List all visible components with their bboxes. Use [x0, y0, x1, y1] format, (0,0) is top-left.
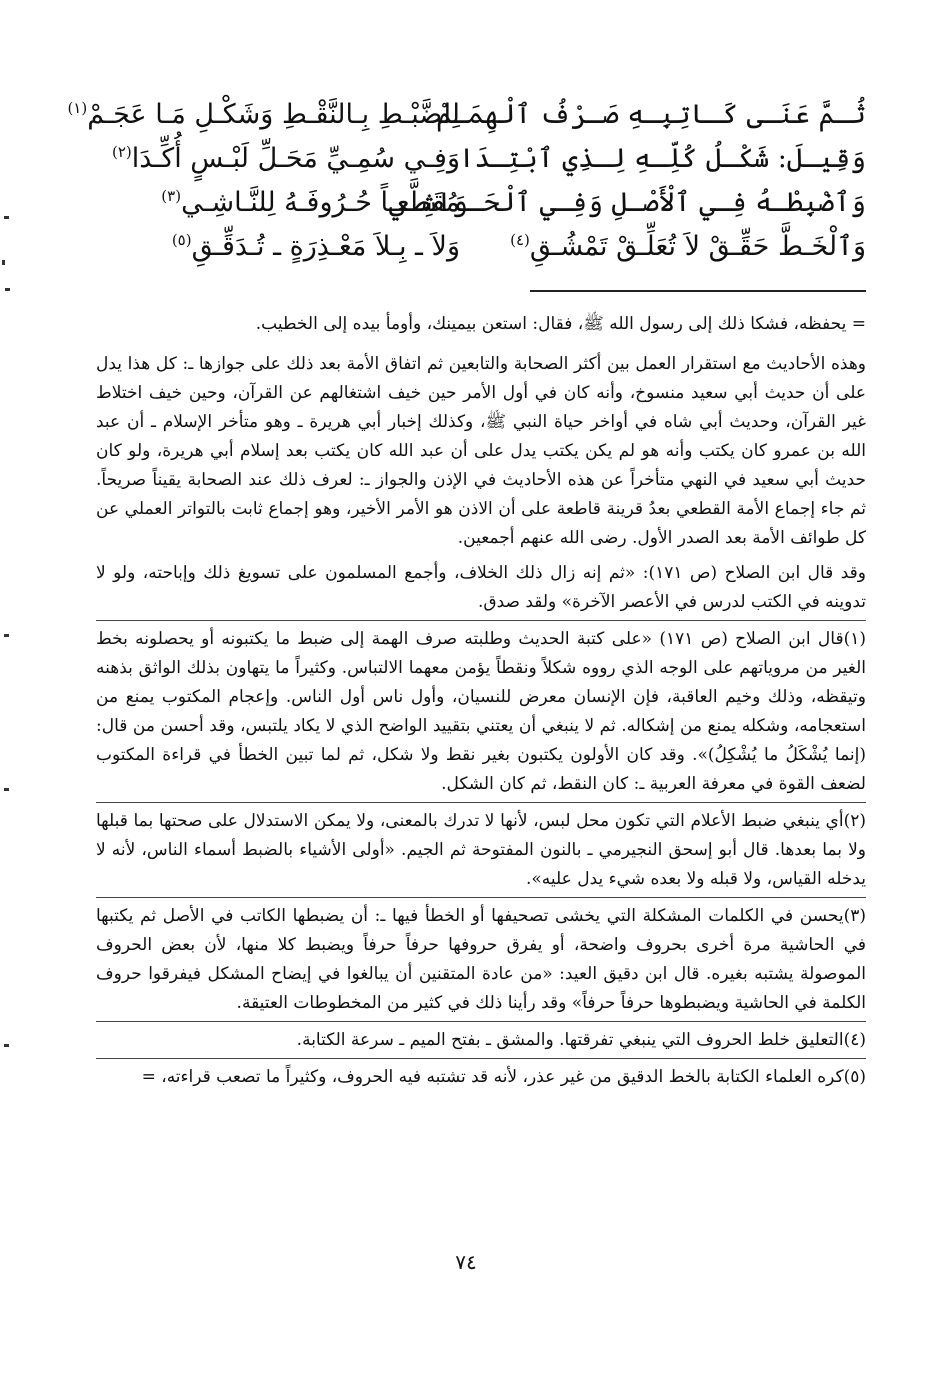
scan-mark: [4, 788, 9, 791]
scan-mark: [5, 288, 10, 291]
divider: [96, 897, 866, 898]
divider: [96, 620, 866, 621]
scan-mark: [4, 634, 9, 637]
commentary-paragraph: وهذه الأحاديث مع استقرار العمل بين أكثر الصحابة والتابعين ثم اتفاق الأمة بعد ذلك على جوازها ـ: كل هذا يدل على أن حديث أبي سعيد منسوخ، وأنه كان في أول الأمر حين خيف اشتغالهم عن القرآن، وحين خيف اختلاط غير القرآن، وحديث أبي شاه في أواخر حياة النبي ﷺ، وكذلك إخبار أبي هريرة ـ وهو متأخر الإسلام ـ أن عبد الله بن عمرو كان يكتب وأنه هو لم يكن يكتب يدل على أن عبد الله كان يكتب بعد إسلام أبي هريرة، ولو كان حديث أبي سعيد في النهي متأخراً عن هذه الأحاديث في الإذن والجواز ـ: لعرف ذلك عند الصحابة يقيناً صريحاً. ثم جاء إجماع الأمة القطعي بعدُ قرينة قاطعة على أن الاذن هو الأمر الأخير، وهو إجماع ثابت بالتواتر العملي عن كل طوائف الأمة بعد الصدر الأول. رضى الله عنهم أجمعين.: [96, 354, 866, 548]
footnote-marker: (٥): [171, 230, 192, 249]
scan-mark: [4, 1044, 9, 1047]
footnote-marker: (٣): [161, 186, 182, 205]
poem-verse: [80, 180, 866, 224]
footnote-marker: (٤): [510, 230, 530, 249]
poem-verse: [80, 224, 866, 268]
verse-second-hemistich: مُقَطَّعـاً حُـرُوفَـهُ لِلنَّـاشِـي$^{(٣)}$: [161, 186, 460, 218]
commentary-block: [96, 350, 866, 1092]
verse-second-hemistich: لِلضَّبْـطِ بِـالنَّقْـطِ وَشَكْـلِ مَـا عَجَـمْ$^{(١)}$: [67, 98, 460, 130]
divider: [96, 1058, 866, 1059]
footnote-marker: (١): [67, 98, 88, 117]
verse-first-hemistich: ثُـمَّ عَنَـى كَـاتِبِـهِ صَـرْفُ ٱلْهِمَـمْ: [436, 98, 866, 130]
footnote-5: (٥)كره العلماء الكتابة بالخط الدقيق من غير عذر، لأنه قد تشتبه فيه الحروف، وكثيراً ما تصعب قراءته، =: [141, 1067, 866, 1087]
footnote-1: (١)قال ابن الصلاح (ص ١٧١) «على كتبة الحديث وطلبته صرف الهمة إلى ضبط ما يكتبونه أو يحصلونه بخط الغير من مروياتهم على الوجه الذي رووه شكلاً ونقطاً يؤمن معهما الالتباس. وكثيراً ما يتهاون بذلك الواثق بذهنه وتيقظه، وذلك وخيم العاقبة، فإن الإنسان معرض للنسيان، وأول ناس أول الناس. وإعجام المكتوب يمنع من استعجامه، وشكله يمنع من إشكاله. ثم لا ينبغي أن يعتني بتقييد الواضح الذي لا يكاد يلتبس، وقد أحسن من قال: (إنما يُشْكَلُ ما يُشْكِلُ)». وقد كان الأولون يكتبون بغير نقط ولا شكل، ثم لما تبين الخطأ في قراءة المكتوب لضعف القوة في معرفة العربية ـ: كان النقط، ثم كان الشكل.: [96, 629, 867, 794]
footnote-3: (٣)يحسن في الكلمات المشكلة التي يخشى تصحيفها أو الخطأ فيها ـ: أن يضبطها الكاتب في الأصل ثم يكتبها في الحاشية مرة أخرى بحروف واضحة، أو يفرق حروفها حرفاً حرفاً ويضبط كلا منها، لأن بعض الحروف الموصولة يشتبه بغيره. قال ابن دقيق العيد: «من عادة المتقنين أن يبالغوا في إيضاح المشكل فيفرقوا حروف الكلمة في الحاشية ويضبطوها حرفاً حرفاً» وقد رأينا ذلك في كثير من المخطوطات العتيقة.: [96, 906, 866, 1013]
verse-first-hemistich: وَٱلْخَـطَّ حَقِّـقْ لاَ تُعَلِّـقْ تَمْشُـقِ$^{(٤)}$: [510, 230, 866, 262]
scan-mark: [4, 216, 9, 219]
verse-first-hemistich: وَٱضْبِطْـهُ فِـي ٱلْأَصْـلِ وَفِـي ٱلْحَـوَاشِـي: [388, 186, 866, 218]
footnote-2: (٢)أي ينبغي ضبط الأعلام التي تكون محل لبس، لأنها لا تدرك بالمعنى، ولا يمكن الاستدلال على صحتها بما قبلها ولا بما بعدها. قال أبو إسحق النجيرمي ـ بالنون المفتوحة ثم الجيم. «أولى الأشياء بالضبط أسماء الناس، لأنه لا يدخله القياس، ولا قبله ولا بعده شيء يدل عليه».: [96, 811, 866, 889]
verse-second-hemistich: وَفِـي سُمِـيِّ مَحَـلِّ لَبْـسٍ أُكِّـدَا$^{(٢)}$: [111, 142, 460, 174]
footnote-separator: [530, 290, 866, 292]
page-number: ٧٤: [455, 1250, 477, 1274]
divider: [96, 1021, 866, 1022]
verse-second-hemistich: وَلاَ ـ بِـلاَ مَعْـذِرَةٍ ـ تُـدَقِّـقِ$^{(٥)}$: [171, 230, 460, 262]
poem-block: [67, 92, 866, 268]
continued-footnote: = يحفظه، فشكا ذلك إلى رسول الله ﷺ، فقال: استعن بيمينك، وأومأ بيده إلى الخطيب.: [255, 314, 866, 334]
divider: [96, 802, 866, 803]
scan-mark: [2, 260, 5, 265]
footnote-4: (٤)التعليق خلط الحروف التي ينبغي تفرقتها. والمشق ـ بفتح الميم ـ سرعة الكتابة.: [296, 1030, 866, 1050]
poem-verse: [67, 92, 866, 136]
poem-verse: [80, 136, 866, 180]
verse-first-hemistich: وَقِيـلَ: شَكْـلُ كُلِّـهِ لِـذِي ٱبْتِـدَا: [458, 142, 866, 174]
commentary-paragraph: وقد قال ابن الصلاح (ص ١٧١): «ثم إنه زال ذلك الخلاف، وأجمع المسلمون على تسويغ ذلك وإباحته، ولو لا تدوينه في الكتب لدرس في الأعصر الآخرة» ولقد صدق.: [96, 563, 866, 612]
footnote-marker: (٢): [111, 142, 132, 161]
